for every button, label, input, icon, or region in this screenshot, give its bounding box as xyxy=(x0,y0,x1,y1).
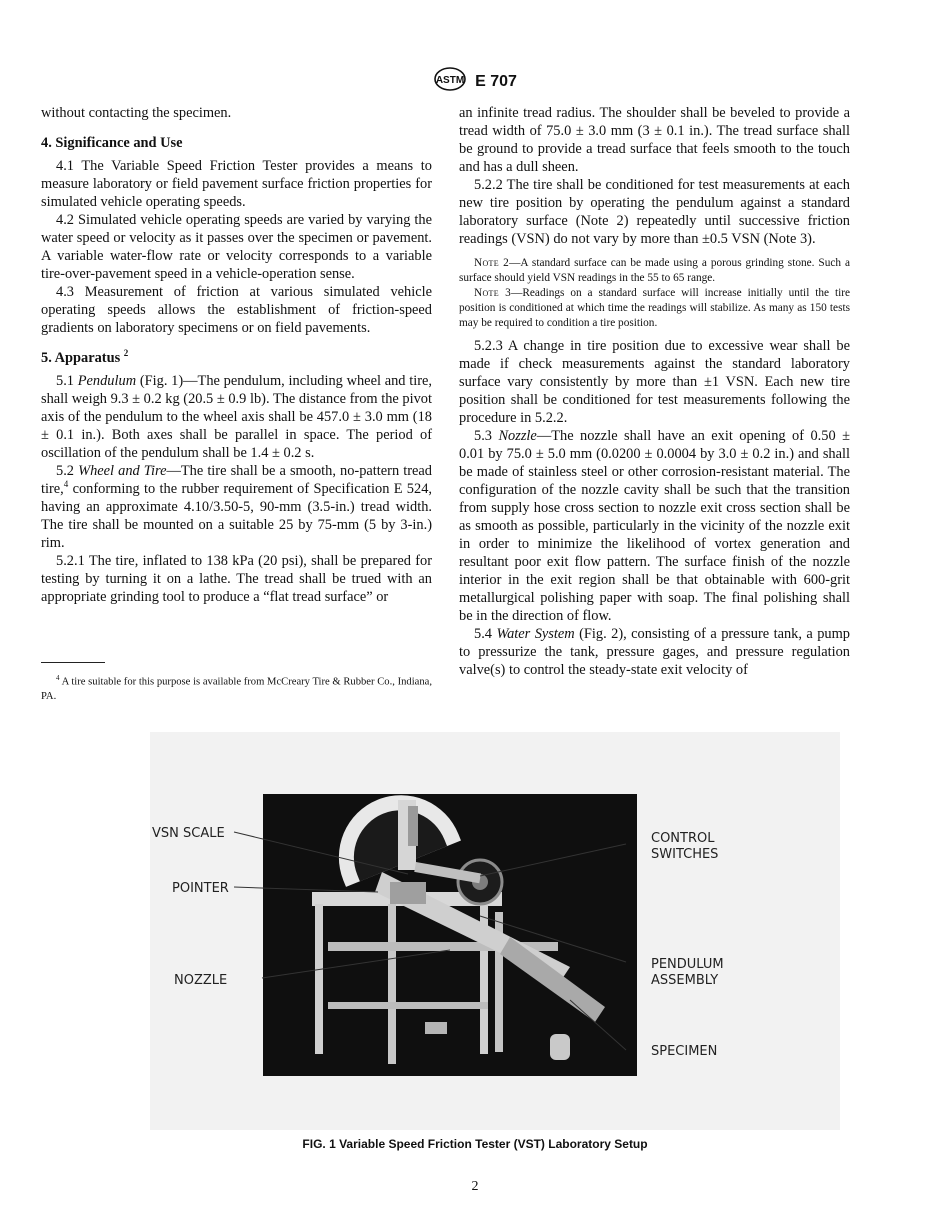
label-control-switches-line2: SWITCHES xyxy=(651,847,719,862)
document-designation: E 707 xyxy=(475,72,517,90)
footnote-4 xyxy=(41,671,432,704)
section-5-heading xyxy=(41,349,432,367)
label-control-switches-line1: CONTROL xyxy=(651,831,715,846)
section-5-heading-footnote-ref: 2 xyxy=(123,348,129,359)
paragraph-5-2-3: 5.2.3 A change in tire position due to excessive wear shall be made if check measurements against the standard laboratory surface vary consistently by more than ±1 VSN. Each new tire position shall be conditioned for test measurements following the procedure in 5.2.2. xyxy=(459,338,850,426)
label-vsn-scale: VSN SCALE xyxy=(152,826,225,841)
footnote-4-number: 4 xyxy=(56,674,60,682)
paragraph-5-3-text: —The nozzle shall have an exit opening of 0.50 ± 0.01 by 75.0 ± 5.0 mm (0.0200 ± 0.0004 by 3.0 ± 0.2 in.) and shall be made of stainless steel or other corrosion-resistant material. The configuration of the nozzle cavity shall be such that the transition from supply hose cross section to nozzle exit cross section shall be as smooth as possible, particularly in the vicinity of the nozzle exit in order to minimize the likelihood of vortex generation and resultant poor exit flow pattern. The surface finish of the nozzle interior in the exit region shall be that obtainable with 600-grit metallurgical polishing paper with soap. The final polishing shall be in the direction of flow. xyxy=(459,428,850,624)
note-3 xyxy=(459,286,850,331)
paragraph-5-4-title: Water System xyxy=(496,626,575,642)
note-2 xyxy=(459,256,850,286)
logo-text: ASTM xyxy=(435,75,465,86)
paragraph-5-3 xyxy=(459,427,850,625)
footnote-4-text: A tire suitable for this purpose is available from McCreary Tire & Rubber Co., Indiana, PA. xyxy=(41,676,432,702)
section-4-heading: 4. Significance and Use xyxy=(41,135,183,151)
note-2-text: —A standard surface can be made using a porous grinding stone. Such a surface should yield VSN readings in the 55 to 65 range. xyxy=(459,257,850,284)
paragraph-5-2-1: 5.2.1 The tire, inflated to 138 kPa (20 psi), shall be prepared for testing by turning it on a lathe. The tread shall be trued with an appropriate grinding tool to produce a “flat tread surface” or xyxy=(41,553,432,605)
paragraph-4-1: 4.1 The Variable Speed Friction Tester provides a means to measure laboratory or field pavement surface friction properties for simulated vehicle operating speeds. xyxy=(41,158,432,210)
paragraph-5-1-text: (Fig. 1)—The pendulum, including wheel and tire, shall weigh 9.3 ± 0.2 kg (20.5 ± 0.9 lb). The distance from the pivot axis of the pendulum to the wheel axis shall be 457.0 ± 3.0 mm (18 ± 0.1 in.). Both axes shall be parallel in space. The period of oscillation of the pendulum shall be 1.4 ± 0.2 s. xyxy=(41,373,432,461)
page-number: 2 xyxy=(471,1179,479,1194)
note-3-text: —Readings on a standard surface will increase initially until the tire position is conditioned at which time the readings will stabilize. As many as 150 tests may be required to condition a tire position. xyxy=(459,287,851,329)
astm-logo-icon xyxy=(433,66,467,97)
label-pendulum-assembly-line2: ASSEMBLY xyxy=(651,973,719,988)
paragraph-5-4 xyxy=(459,625,850,679)
figure-1 xyxy=(150,732,840,1130)
page-header xyxy=(0,66,950,97)
carryover-text: without contacting the specimen. xyxy=(41,105,232,121)
paragraph-5-1-number: 5.1 xyxy=(56,373,74,389)
paragraph-5-2 xyxy=(41,462,432,552)
paragraph-5-2-text-a: —The tire shall be a smooth, no-pattern tread tire, xyxy=(41,463,432,497)
paragraph-5-3-title: Nozzle xyxy=(498,428,537,444)
label-pointer: POINTER xyxy=(172,881,229,896)
paragraph-5-4-number: 5.4 xyxy=(474,626,492,642)
paragraph-5-2-number: 5.2 xyxy=(56,463,74,479)
paragraph-5-3-number: 5.3 xyxy=(474,428,492,444)
right-carryover-text: an infinite tread radius. The shoulder shall be beveled to provide a tread width of 75.0 ± 3.0 mm (3 ± 0.1 in.). The tread surface shall be ground to provide a tread surface that feels smooth to the touch and has a dull sheen. xyxy=(459,105,850,175)
label-specimen: SPECIMEN xyxy=(651,1044,718,1059)
figure-1-caption: FIG. 1 Variable Speed Friction Tester (VST) Laboratory Setup xyxy=(302,1137,648,1151)
paragraph-5-1 xyxy=(41,372,432,462)
section-5-heading-text: 5. Apparatus xyxy=(41,350,121,366)
footnote-ref-4: 4 xyxy=(63,479,69,490)
paragraph-4-2: 4.2 Simulated vehicle operating speeds are varied by varying the water speed or velocity as it passes over the specimen or pavement. A variable water-flow rate or velocity corresponds to a variable tire-over-pavement speed in a vehicle-operation sense. xyxy=(41,212,432,282)
paragraph-5-2-2: 5.2.2 The tire shall be conditioned for test measurements at each new tire position by operating the pendulum against a standard laboratory surface (Note 2) repeatedly until successive friction readings (VSN) do not vary by more than ±0.5 VSN (Note 3). xyxy=(459,177,850,247)
label-pendulum-assembly-line1: PENDULUM xyxy=(651,957,724,972)
paragraph-4-3: 4.3 Measurement of friction at various simulated vehicle operating speeds allows the establishment of friction-speed gradients on laboratory specimens or on field pavements. xyxy=(41,284,432,336)
paragraph-5-4-text: (Fig. 2), consisting of a pressure tank, a pump to pressurize the tank, pressure gages, and pressure regulation valve(s) to control the steady-state exit velocity of xyxy=(459,626,850,678)
paragraph-5-1-title: Pendulum xyxy=(77,373,137,389)
note-2-label: Note 2 xyxy=(474,257,510,269)
footnote-rule xyxy=(41,662,105,663)
paragraph-5-2-title: Wheel and Tire xyxy=(78,463,167,479)
left-column xyxy=(41,104,432,606)
label-nozzle: NOZZLE xyxy=(174,973,228,988)
right-column xyxy=(459,104,850,679)
note-3-label: Note 3 xyxy=(474,287,512,299)
paragraph-5-2-text-b: conforming to the rubber requirement of Specification E 524, having an approximate 4.10/3.50-5, 90-mm (3.5-in.) tread width. The tire shall be mounted on a suitable 25 by 75-mm (5 by 3-in.) rim. xyxy=(41,481,432,551)
